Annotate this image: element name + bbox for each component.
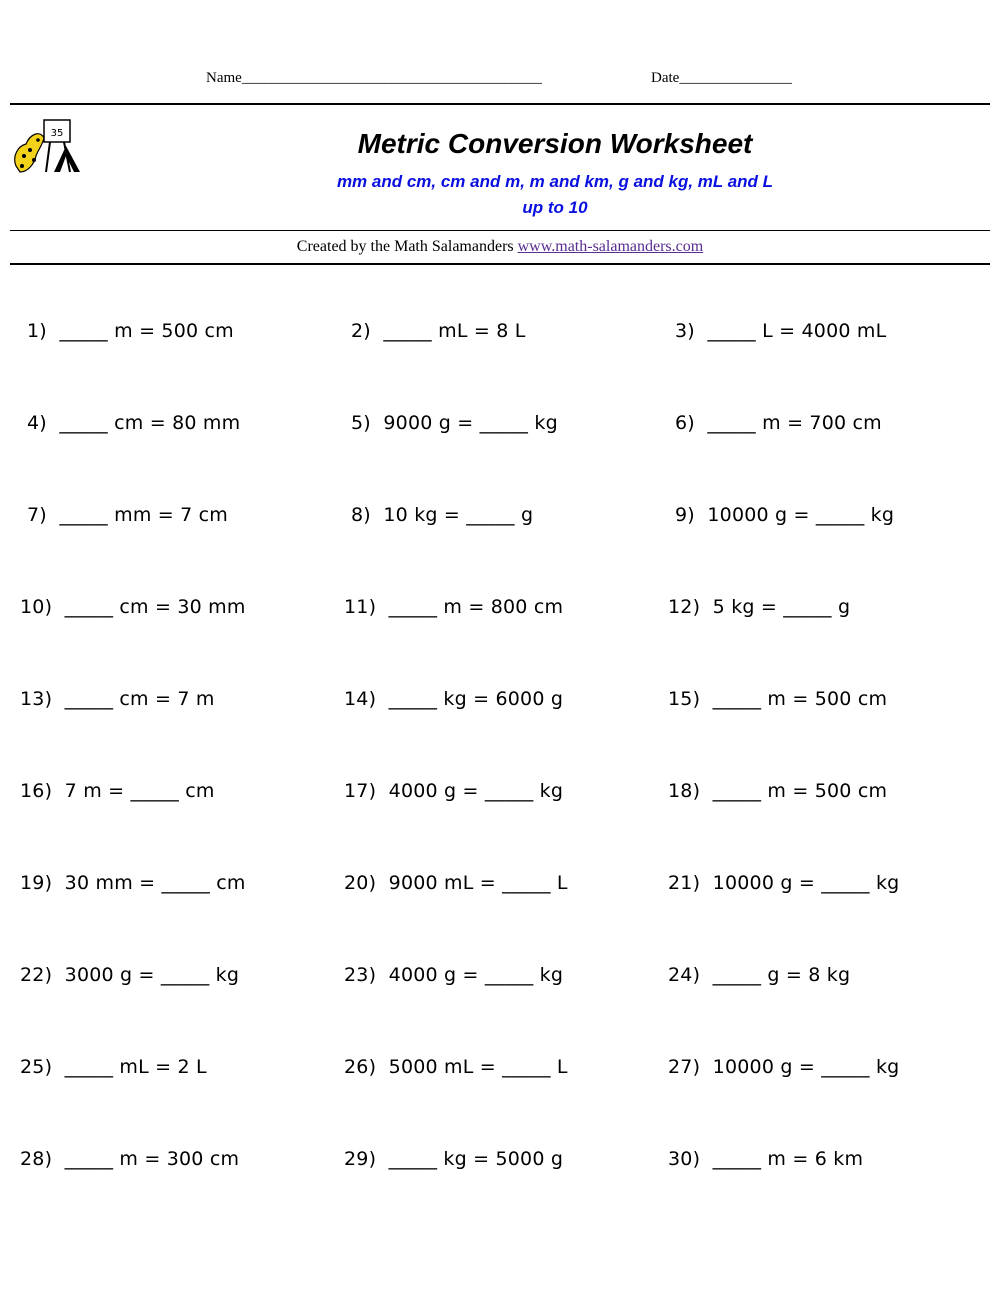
question-15: 15) _____ m = 500 cm	[668, 688, 888, 710]
date-field[interactable]: Date_______________	[651, 70, 792, 86]
question-13: 13) _____ cm = 7 m	[20, 688, 215, 710]
question-28: 28) _____ m = 300 cm	[20, 1148, 240, 1170]
question-7: 7) _____ mm = 7 cm	[27, 504, 229, 526]
question-9: 9) 10000 g = _____ kg	[675, 504, 895, 526]
name-field[interactable]: Name________________________________________	[206, 70, 542, 86]
question-16: 16) 7 m = _____ cm	[20, 780, 215, 802]
question-23: 23) 4000 g = _____ kg	[344, 964, 564, 986]
question-26: 26) 5000 mL = _____ L	[344, 1056, 568, 1078]
question-27: 27) 10000 g = _____ kg	[668, 1056, 900, 1078]
name-date-bar	[0, 70, 1000, 90]
credit-top-divider	[10, 230, 990, 231]
question-19: 19) 30 mm = _____ cm	[20, 872, 246, 894]
question-4: 4) _____ cm = 80 mm	[27, 412, 241, 434]
question-18: 18) _____ m = 500 cm	[668, 780, 888, 802]
question-29: 29) _____ kg = 5000 g	[344, 1148, 564, 1170]
question-2: 2) _____ mL = 8 L	[351, 320, 526, 342]
question-25: 25) _____ mL = 2 L	[20, 1056, 207, 1078]
question-6: 6) _____ m = 700 cm	[675, 412, 882, 434]
credit-line	[0, 238, 1000, 256]
question-10: 10) _____ cm = 30 mm	[20, 596, 246, 618]
question-24: 24) _____ g = 8 kg	[668, 964, 851, 986]
question-17: 17) 4000 g = _____ kg	[344, 780, 564, 802]
page-subtitle: mm and cm, cm and m, m and km, g and kg, mL and L	[336, 172, 774, 191]
question-22: 22) 3000 g = _____ kg	[20, 964, 240, 986]
question-14: 14) _____ kg = 6000 g	[344, 688, 564, 710]
website-link[interactable]: www.math-salamanders.com	[517, 238, 704, 255]
question-3: 3) _____ L = 4000 mL	[675, 320, 887, 342]
page-title: Metric Conversion Worksheet	[357, 128, 753, 159]
page-subtitle-range: up to 10	[522, 198, 588, 217]
logo-badge-text: 35	[50, 128, 64, 139]
credit-text: Created by the Math Salamanders	[296, 238, 518, 255]
question-5: 5) 9000 g = _____ kg	[351, 412, 558, 434]
question-30: 30) _____ m = 6 km	[668, 1148, 864, 1170]
question-1: 1) _____ m = 500 cm	[27, 320, 234, 342]
question-12: 12) 5 kg = _____ g	[668, 596, 851, 618]
question-8: 8) 10 kg = _____ g	[351, 504, 534, 526]
credit-bottom-divider	[10, 263, 990, 265]
question-20: 20) 9000 mL = _____ L	[344, 872, 568, 894]
question-11: 11) _____ m = 800 cm	[344, 596, 564, 618]
question-21: 21) 10000 g = _____ kg	[668, 872, 900, 894]
questions-grid	[20, 313, 990, 1233]
top-divider	[10, 103, 990, 105]
